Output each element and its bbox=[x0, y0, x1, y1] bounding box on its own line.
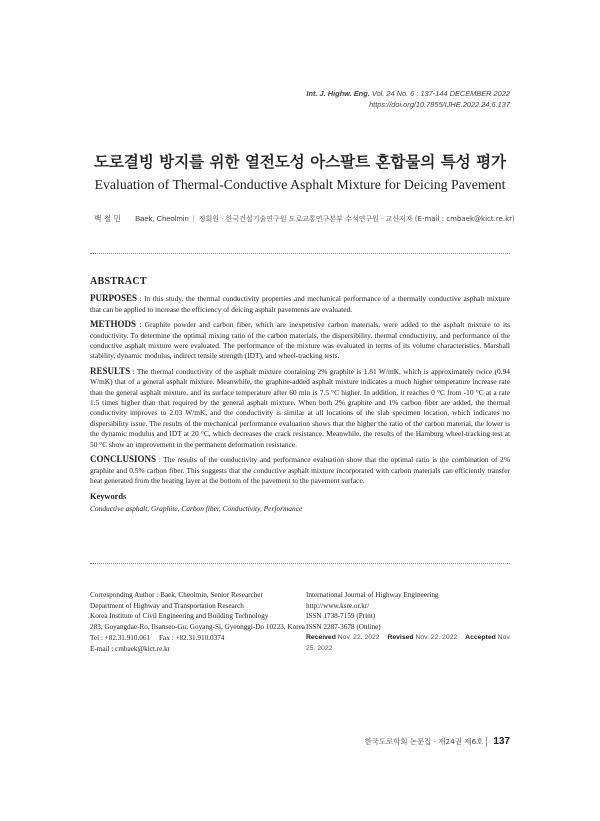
keywords-heading: Keywords bbox=[90, 492, 127, 502]
corresponding-email[interactable]: E-mail : cmbaek@kict.re.kr bbox=[90, 644, 171, 653]
journal-info-line: International Journal of Highway Engineering bbox=[306, 591, 439, 599]
purposes-text: : In this study, the thermal conductivity properties and mechanical performance of a thermally conductive asphalt mixture that can be applied to increase the efficiency of deicing asphalt pavements are evaluated. bbox=[90, 294, 510, 314]
abstract-section bbox=[90, 277, 510, 514]
accepted-date: Nov. 25. 2022 bbox=[306, 633, 512, 652]
accepted-label: Accepted bbox=[465, 633, 496, 641]
keywords-list: Conductive asphalt, Graphite, Carbon fiber, Conductivity, Performance bbox=[90, 503, 303, 513]
author-name-english: Baek, Cheolmin bbox=[135, 214, 189, 223]
abstract-conclusions bbox=[90, 454, 510, 486]
submission-dates bbox=[306, 633, 516, 654]
divider-bottom bbox=[90, 563, 510, 564]
revised-date: Nov. 22. 2022 bbox=[415, 633, 458, 641]
title-korean: 도로결빙 방지를 위한 열전도성 아스팔트 혼합물의 특성 평가 bbox=[93, 153, 507, 171]
conclusions-label: CONCLUSIONS bbox=[90, 454, 157, 465]
conclusions-text: : The results of the conductivity and performance evaluation show that the optimal ratio is the combination of 2% graphite and 0.5% carbon fiber. This suggests that the conductive asphalt mixture incorporated with carbon materials can efficiently transfer heat generated from the heating layer at the bottom of the pavement to the pavement surface. bbox=[90, 455, 510, 485]
journal-name: Int. J. Highw. Eng. bbox=[306, 89, 370, 98]
author-line bbox=[94, 213, 515, 224]
abstract-methods bbox=[90, 319, 510, 362]
page-footer bbox=[365, 736, 510, 747]
page-number: 137 bbox=[493, 736, 510, 747]
journal-issue: Vol. 24 No. 6 : 137-144 DECEMBER 2022 bbox=[371, 89, 510, 98]
corresponding-line: Corresponding Author : Baek, Cheolmin, Senior Researcher bbox=[90, 591, 263, 599]
divider-top bbox=[90, 253, 510, 254]
purposes-label: PURPOSES bbox=[90, 293, 138, 304]
corresponding-line: Department of Highway and Transportation Research bbox=[90, 601, 244, 610]
received-date: Nov. 22. 2022 bbox=[337, 633, 380, 641]
author-name-korean: 백 철 민 bbox=[94, 214, 121, 223]
corresponding-author-block bbox=[90, 590, 305, 654]
results-label: RESULTS bbox=[90, 365, 131, 376]
abstract-results bbox=[90, 366, 510, 450]
corresponding-line: Korea Institute of Civil Engineering and Building Technology bbox=[90, 612, 269, 621]
separator: | bbox=[192, 214, 195, 223]
corresponding-line: Tel : +82.31.910.061 Fax : +82.31.910.0374 bbox=[90, 633, 225, 642]
journal-doi[interactable]: https://doi.org/10.7855/IJHE.2022.24.6.137 bbox=[369, 100, 510, 109]
journal-url[interactable]: http://www.ksre.or.kr/ bbox=[306, 601, 370, 610]
abstract-purposes bbox=[90, 293, 510, 315]
journal-info-line: ISSN 1738-7159 (Print) bbox=[306, 612, 376, 621]
methods-label: METHODS bbox=[90, 319, 137, 330]
corresponding-line: 283, Goyangdae-Ro, Ilsanseo-Gu, Goyang-Si, Gyeonggi-Do 10223, Korea bbox=[90, 623, 305, 632]
results-text: : The thermal conductivity of the asphalt mixture containing 2% graphite is 1.81 W/mK, which is approximately twice (0.94 W/mK) that of a general asphalt mixture. Meanwhile, the graphite-added asphalt mixture indicates a much higher temperature increase rate than the general asphalt mixture, and its surface temperature after 60 min is 7.5 °C higher. In addition, it reaches 0 °C from -10 °C at a rate 1.5 times higher than that required by the general asphalt mixture. When both 2% graphite and 1% carbon fiber are added, the thermal conductivity improves to 2.03 W/mK, and the conductivity is similar at all locations of the slab specimen location, which indicates no dispersibility issue. The results of the mechanical performance evaluation shows that the higher the ratio of the carbon material, the lower is the dynamic modulus and IDT at 20 °C, which decreases the crack resistance. Meanwhile, the results of the Hamburg wheel-tracking test at 50 °C show an improvement in the permanent deformation resistance. bbox=[90, 366, 510, 449]
footer-separator bbox=[486, 737, 487, 747]
title-english: Evaluation of Thermal-Conductive Asphalt Mixture for Deicing Pavement bbox=[94, 177, 506, 192]
journal-info-line: ISSN 2287-3678 (Online) bbox=[306, 623, 381, 632]
journal-info-block bbox=[306, 590, 516, 654]
revised-label: Revised bbox=[387, 633, 414, 641]
abstract-heading: ABSTRACT bbox=[90, 276, 147, 287]
footer-journal-text: 한국도로학회 논문집 · 제24권 제6호 bbox=[364, 737, 484, 746]
journal-reference bbox=[306, 88, 510, 110]
author-affiliation: 정회원 · 한국건설기술연구원 도로교통연구본부 수석연구원 · 교신저자 (E-mail : cmbaek@kict.re.kr) bbox=[198, 215, 515, 223]
received-label: Received bbox=[306, 633, 336, 641]
methods-text: : Graphite powder and carbon fiber, which are inexpensive carbon materials, were added to the asphalt mixture to its conductivity. To determine the optimal mixing ratio of the carbon materials, the dispersibility, thermal conductivity, and performance of the conductive asphalt mixture were evaluated. The performance of the mixture was evaluated in terms of its volume characteristics, Marshall stability, dynamic modulus, indirect tensile strength (IDT), and wheel-tracking tests. bbox=[90, 320, 510, 361]
